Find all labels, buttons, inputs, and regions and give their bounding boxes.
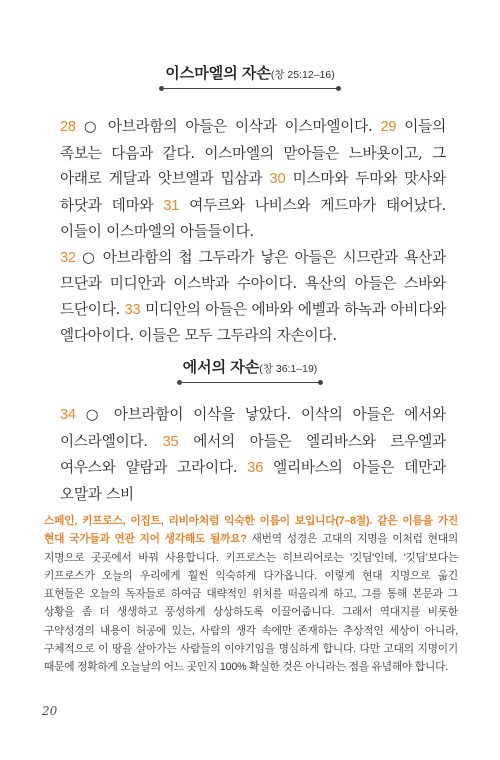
verse-text: ○ 아브라함의 첩 그두라가 낳은 아들은 시므란과 욕산과 므단과 미디안과 이스박과 수아이다. 욕산의 아들은 스바와 드단이다. [60, 248, 446, 318]
verse-text: 이들의 족보는 다음과 같다. 이스마엘의 맏아들은 느바욧이고, 그 아래로 게달과 앗브엘과 밉삼과 [60, 118, 446, 187]
verse-number: 34 [60, 407, 76, 423]
verse-block-ishmael [60, 114, 446, 349]
section-title: 에서의 자손 [182, 359, 260, 376]
verse-number: 29 [380, 119, 397, 135]
verse-text: ○ 아브라함의 아들은 이삭과 이스마엘이다. [75, 118, 381, 135]
section-title: 이스마엘의 자손 [165, 65, 271, 82]
page-number: 20 [42, 704, 58, 718]
verse-text: 여두르와 나비스와 게드마가 태어났다. 이들이 이스마엘의 아들들이다. [60, 196, 446, 240]
verse-number: 31 [163, 197, 180, 214]
verse-text: 엘리바스의 아들은 데만과 오말과 스비 [60, 459, 446, 503]
heading-underline [161, 88, 338, 89]
commentary-note [44, 512, 458, 677]
note-body: 새번역 성경은 고대의 지명을 이처럼 현대의 지명으로 곳곳에서 바꿔 사용합니다. 키프로스는 히브리어로는 '깃딤'인데, '깃딤'보다는 키프로스가 오늘의 우리에게 훨씬 익숙하게 다가옵니다. 이렇게 현대 지명으로 옮긴 표현들은 오늘의 독자들로 하여금 대략적인 위치를 떠올리게 하고, 그를 통해 본문과 그 상황을 좀 더 생생하고 풍성하게 상상하도록 이끌어줍니다. 그래서 역대지를 비롯한 구약성경의 내용이 허공에 있는, 사람의 생각 속에만 존재하는 추상적인 세상이 아니라, 구체적으로 이 땅을 살아가는 사람들의 이야기임을 명심하게 합니다. 다만 고대의 지명이기 때문에 정확하게 오늘날의 어느 곳인지 100% 확실한 것은 아니라는 점을 유념해야 합니다. [44, 533, 458, 674]
verse-number: 33 [124, 301, 141, 318]
section-reference: (창 36:1–19) [259, 363, 318, 375]
verse-paragraph [60, 245, 446, 349]
verse-number: 36 [247, 460, 264, 476]
heading-underline [179, 382, 322, 383]
verse-block-esau [60, 402, 446, 507]
verse-number: 28 [60, 119, 76, 135]
verse-text: 미스마와 두마와 맛사와 하닷과 데마와 [60, 170, 446, 214]
verse-paragraph [60, 402, 446, 507]
section-reference: (창 25:12–16) [270, 69, 335, 81]
verse-text: ○ 아브라함이 이삭을 낳았다. 이삭의 아들은 에서와 이스라엘이다. [60, 406, 446, 450]
verse-number: 35 [162, 433, 179, 450]
verse-text: 에서의 아들은 엘리바스와 르우엘과 여우스와 얄람과 고라이다. [60, 432, 446, 476]
verse-number: 30 [269, 171, 286, 187]
verse-paragraph [60, 114, 446, 245]
section-heading-esau [0, 356, 500, 383]
verse-text: 미디안의 아들은 에바와 에벨과 하녹과 아비다와 엘다아이다. 이들은 모두 그두라의 자손이다. [60, 300, 446, 344]
verse-number: 32 [60, 249, 76, 266]
section-heading-ishmael [0, 62, 500, 89]
note-question: 스페인, 키프로스, 이집트, 리비아처럼 익숙한 이름이 보입니다(7–8절). 같은 이름을 가진 현대 국가들과 연관 지어 생각해도 될까요? [44, 515, 458, 546]
